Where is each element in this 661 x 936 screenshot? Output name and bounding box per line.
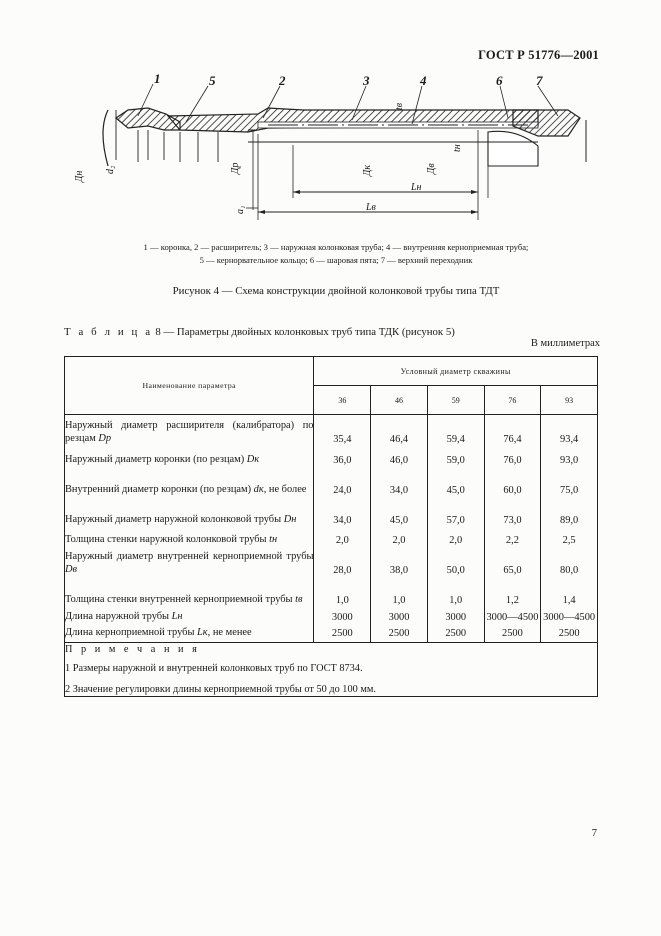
- column-header-diameter-group: Условный диаметр скважины: [314, 357, 598, 386]
- figure-legend-line-2: 5 — кернорвательное кольцо; 6 — шаровая пята; 7 — верхний переходник: [199, 255, 473, 265]
- dim-a1: а₁: [235, 205, 246, 214]
- table-row: [65, 466, 598, 496]
- value-cell: 93,4: [541, 415, 598, 446]
- standard-code: ГОСТ Р 51776—2001: [478, 48, 599, 62]
- table-title: [64, 326, 455, 338]
- value-cell: 59,4: [427, 415, 484, 446]
- parameter-symbol: Dв: [65, 564, 78, 575]
- parameter-name: [65, 445, 314, 466]
- value-cell: 1,2: [484, 576, 541, 606]
- value-cell: 75,0: [541, 466, 598, 496]
- callout-2: 2: [279, 73, 286, 88]
- parameter-label: Наружный диаметр коронки (по резцам): [65, 454, 247, 465]
- callout-7: 7: [536, 73, 543, 88]
- value-cell: 2500: [371, 623, 428, 642]
- table-units: В миллиметрах: [530, 338, 600, 349]
- value-cell: 2,0: [314, 526, 371, 546]
- value-cell: 76,4: [484, 415, 541, 446]
- parameter-symbol: Dк: [246, 454, 260, 465]
- parameter-symbol: dк: [253, 484, 264, 495]
- value-cell: 46,0: [371, 445, 428, 466]
- parameter-label: Толщина стенки внутренней керноприемной трубы: [65, 594, 296, 605]
- value-cell: 50,0: [427, 546, 484, 576]
- value-cell: 35,4: [314, 415, 371, 446]
- value-cell: 2,0: [371, 526, 428, 546]
- table-row: [65, 415, 598, 446]
- table-row: [65, 526, 598, 546]
- table-row: [65, 623, 598, 642]
- table-label: Т а б л и ц а: [64, 326, 153, 338]
- column-header-diameter: 76: [484, 386, 541, 415]
- value-cell: 24,0: [314, 466, 371, 496]
- dim-d2: d₂: [105, 165, 116, 174]
- table-row: [65, 546, 598, 576]
- dim-Ln: Lн: [411, 182, 422, 193]
- parameter-name: [65, 415, 314, 446]
- column-header-diameter: 93: [541, 386, 598, 415]
- dim-Lv: Lв: [366, 202, 376, 213]
- value-cell: 3000—4500: [541, 606, 598, 623]
- value-cell: 80,0: [541, 546, 598, 576]
- callout-3: 3: [363, 73, 370, 88]
- parameter-label: Внутренний диаметр коронки (по резцам): [65, 484, 254, 495]
- parameter-symbol: Dр: [98, 433, 112, 444]
- table-row: [65, 576, 598, 606]
- parameter-suffix: , не менее: [207, 626, 252, 638]
- parameter-name: [65, 606, 314, 623]
- parameter-name: [65, 623, 314, 642]
- value-cell: 45,0: [427, 466, 484, 496]
- notes-title: П р и м е ч а н и я: [65, 643, 200, 655]
- callout-5: 5: [209, 73, 216, 88]
- parameter-symbol: Dн: [283, 514, 297, 525]
- value-cell: 93,0: [541, 445, 598, 466]
- parameter-label: Наружный диаметр расширителя (калибратора) по резцам: [65, 420, 314, 444]
- value-cell: 2500: [427, 623, 484, 642]
- value-cell: 60,0: [484, 466, 541, 496]
- value-cell: 2500: [541, 623, 598, 642]
- value-cell: 1,0: [314, 576, 371, 606]
- value-cell: 59,0: [427, 445, 484, 466]
- table-row: [65, 445, 598, 466]
- note-item: 2 Значение регулировки длины керноприемной трубы от 50 до 100 мм.: [65, 683, 376, 695]
- value-cell: 57,0: [427, 496, 484, 526]
- parameter-suffix: , не более: [263, 484, 307, 495]
- callout-6: 6: [496, 73, 503, 88]
- outer-tube-section: [168, 108, 538, 132]
- figure-legend-line-1: 1 — коронка, 2 — расширитель; 3 — наружная колонковая труба; 4 — внутренняя керноприемная труба;: [143, 242, 529, 252]
- parameter-name: [65, 576, 314, 606]
- value-cell: 3000: [314, 606, 371, 623]
- core-barrel-drawing: [68, 70, 598, 230]
- figure-caption: Рисунок 4 — Схема конструкции двойной колонковой трубы типа ТДТ: [172, 285, 500, 297]
- dim-Dv: Дв: [426, 163, 437, 174]
- parameter-symbol: Lк: [197, 626, 208, 638]
- parameter-symbol: tв: [295, 594, 303, 605]
- value-cell: 45,0: [371, 496, 428, 526]
- note-item: 1 Размеры наружной и внутренней колонковых труб по ГОСТ 8734.: [65, 662, 363, 674]
- dim-Dk: Дк: [362, 164, 373, 176]
- parameter-symbol: tн: [269, 534, 278, 545]
- table-number-title: 8 — Параметры двойных колонковых труб типа ТДК (рисунок 5): [155, 326, 455, 338]
- value-cell: 34,0: [371, 466, 428, 496]
- parameter-label: Толщина стенки наружной колонковой трубы: [65, 534, 270, 545]
- callout-4: 4: [420, 73, 427, 88]
- parameter-label: Длина керноприемной трубы: [65, 626, 198, 638]
- value-cell: 2500: [314, 623, 371, 642]
- value-cell: 38,0: [371, 546, 428, 576]
- value-cell: 36,0: [314, 445, 371, 466]
- dim-tn: tн: [452, 144, 463, 152]
- parameter-symbol: Lн: [171, 611, 183, 622]
- value-cell: 89,0: [541, 496, 598, 526]
- parameter-label: Наружный диаметр внутренней керноприемной трубы: [65, 551, 314, 562]
- value-cell: 2,5: [541, 526, 598, 546]
- value-cell: 28,0: [314, 546, 371, 576]
- callout-1: 1: [154, 71, 161, 86]
- value-cell: 1,4: [541, 576, 598, 606]
- column-header-diameter: 59: [427, 386, 484, 415]
- table-row: [65, 606, 598, 623]
- parameter-label: Длина наружной трубы: [65, 611, 172, 622]
- dim-Dp: Дp: [230, 162, 241, 174]
- value-cell: 76,0: [484, 445, 541, 466]
- value-cell: 2,2: [484, 526, 541, 546]
- column-header-name: Наименование параметра: [65, 357, 314, 415]
- value-cell: 3000—4500: [484, 606, 541, 623]
- parameter-name: [65, 526, 314, 546]
- parameter-name: [65, 496, 314, 526]
- dim-Dn: Дн: [74, 170, 85, 182]
- value-cell: 73,0: [484, 496, 541, 526]
- parameters-table: [64, 356, 598, 697]
- value-cell: 1,0: [371, 576, 428, 606]
- value-cell: 65,0: [484, 546, 541, 576]
- table-row: [65, 496, 598, 526]
- value-cell: 2,0: [427, 526, 484, 546]
- parameter-name: [65, 546, 314, 576]
- column-header-diameter: 36: [314, 386, 371, 415]
- dim-tv: tв: [394, 102, 405, 110]
- value-cell: 3000: [371, 606, 428, 623]
- parameter-label: Наружный диаметр наружной колонковой трубы: [65, 514, 284, 525]
- page-number: 7: [591, 828, 597, 839]
- value-cell: 46,4: [371, 415, 428, 446]
- value-cell: 3000: [427, 606, 484, 623]
- value-cell: 2500: [484, 623, 541, 642]
- value-cell: 1,0: [427, 576, 484, 606]
- parameter-name: [65, 466, 314, 496]
- value-cell: 34,0: [314, 496, 371, 526]
- column-header-diameter: 46: [371, 386, 428, 415]
- table-notes: [65, 642, 598, 696]
